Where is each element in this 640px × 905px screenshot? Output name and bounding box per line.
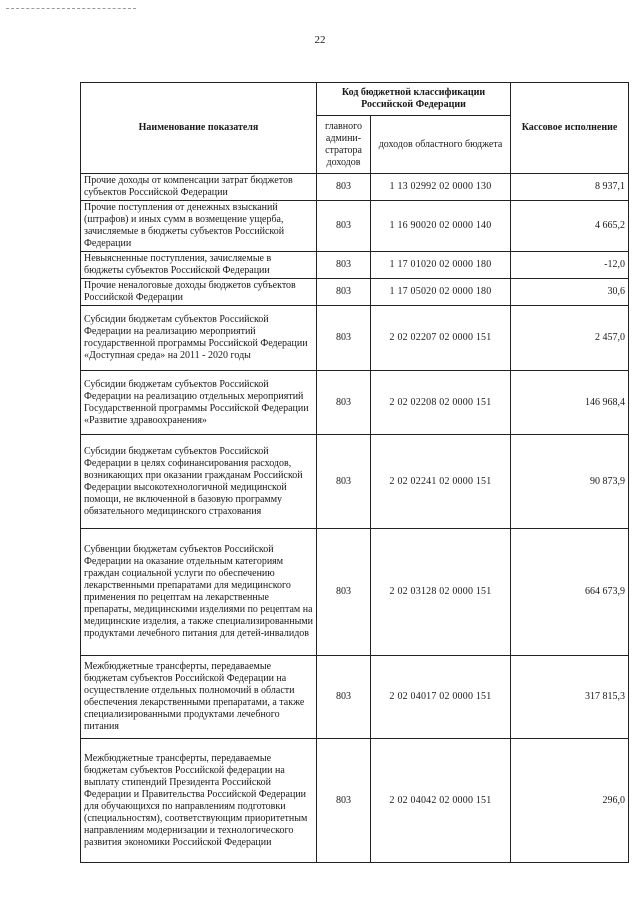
row-indicator-name: Субсидии бюджетам субъектов Российской Федерации на реализацию отдельных мероприятий Государственной программы Российской Федерации «Развитие здравоохранения» [81,371,317,435]
table-row [81,201,629,252]
row-indicator-name: Субсидии бюджетам субъектов Российской Федерации на реализацию мероприятий государственной программы Российской Федерации «Доступная среда» на 2011 - 2020 годы [81,306,317,371]
row-indicator-name: Прочие неналоговые доходы бюджетов субъектов Российской Федерации [81,279,317,306]
row-indicator-name: Субсидии бюджетам субъектов Российской Федерации в целях софинансирования расходов, возникающих при оказании гражданам Российской Федерации высокотехнологичной медицинской помощи, не включенной в базовую программу обязательного медицинского страхования [81,435,317,529]
row-cash-amount: 146 968,4 [511,371,629,435]
header-indicator-name: Наименование показателя [81,83,317,174]
budget-table [80,82,629,863]
row-cash-amount: 317 815,3 [511,656,629,739]
top-dashed-line [6,8,136,9]
table-row [81,371,629,435]
header-admin-code: главного админи-стратора доходов [317,116,371,174]
row-admin-code: 803 [317,371,371,435]
row-income-code: 2 02 04017 02 0000 151 [371,656,511,739]
row-admin-code: 803 [317,201,371,252]
table-row [81,174,629,201]
row-admin-code: 803 [317,739,371,863]
row-indicator-name: Межбюджетные трансферты, передаваемые бюджетам субъектов Российской федерации на выплату стипендий Президента Российской Федерации и Правительства Российской Федерации для обучающихся по направлениям подготовки (специальностям), соответствующим приоритетным направлениям модернизации и технологического развития экономики Российской Федерации [81,739,317,863]
table-row [81,656,629,739]
row-income-code: 2 02 02241 02 0000 151 [371,435,511,529]
table-row [81,435,629,529]
header-code-group: Код бюджетной классификации Российской Федерации [317,83,511,116]
row-cash-amount: 664 673,9 [511,529,629,656]
row-income-code: 1 17 01020 02 0000 180 [371,252,511,279]
row-cash-amount: 30,6 [511,279,629,306]
row-indicator-name: Прочие поступления от денежных взысканий (штрафов) и иных сумм в возмещение ущерба, зачисляемые в бюджеты субъектов Российской Федерации [81,201,317,252]
row-admin-code: 803 [317,174,371,201]
table-row [81,739,629,863]
table-row [81,279,629,306]
row-cash-amount: 8 937,1 [511,174,629,201]
row-admin-code: 803 [317,529,371,656]
row-admin-code: 803 [317,306,371,371]
row-admin-code: 803 [317,252,371,279]
row-indicator-name: Невыясненные поступления, зачисляемые в бюджеты субъектов Российской Федерации [81,252,317,279]
row-indicator-name: Прочие доходы от компенсации затрат бюджетов субъектов Российской Федерации [81,174,317,201]
row-income-code: 1 16 90020 02 0000 140 [371,201,511,252]
row-admin-code: 803 [317,279,371,306]
row-cash-amount: 4 665,2 [511,201,629,252]
header-cash-execution: Кассовое исполнение [511,83,629,174]
row-income-code: 1 13 02992 02 0000 130 [371,174,511,201]
row-admin-code: 803 [317,435,371,529]
row-income-code: 2 02 03128 02 0000 151 [371,529,511,656]
page-number: 22 [314,34,326,46]
row-cash-amount: 296,0 [511,739,629,863]
header-income-code: доходов областного бюджета [371,116,511,174]
row-income-code: 2 02 04042 02 0000 151 [371,739,511,863]
table-row [81,252,629,279]
table-row [81,306,629,371]
row-cash-amount: -12,0 [511,252,629,279]
row-indicator-name: Субвенции бюджетам субъектов Российской Федерации на оказание отдельным категориям граждан социальной услуги по обеспечению лекарственными препаратами для медицинского применения по рецептам на лекарственные препараты, медицинскими изделиями по рецептам на медицинские изделия, а также специализированными продуктами лечебного питания для детей-инвалидов [81,529,317,656]
row-cash-amount: 2 457,0 [511,306,629,371]
row-income-code: 2 02 02208 02 0000 151 [371,371,511,435]
table-row [81,529,629,656]
row-cash-amount: 90 873,9 [511,435,629,529]
row-admin-code: 803 [317,656,371,739]
row-income-code: 2 02 02207 02 0000 151 [371,306,511,371]
row-income-code: 1 17 05020 02 0000 180 [371,279,511,306]
row-indicator-name: Межбюджетные трансферты, передаваемые бюджетам субъектов Российской Федерации на осуществление отдельных полномочий в области обеспечения лекарственными препаратами, а также специализированными продуктами лечебного питания [81,656,317,739]
